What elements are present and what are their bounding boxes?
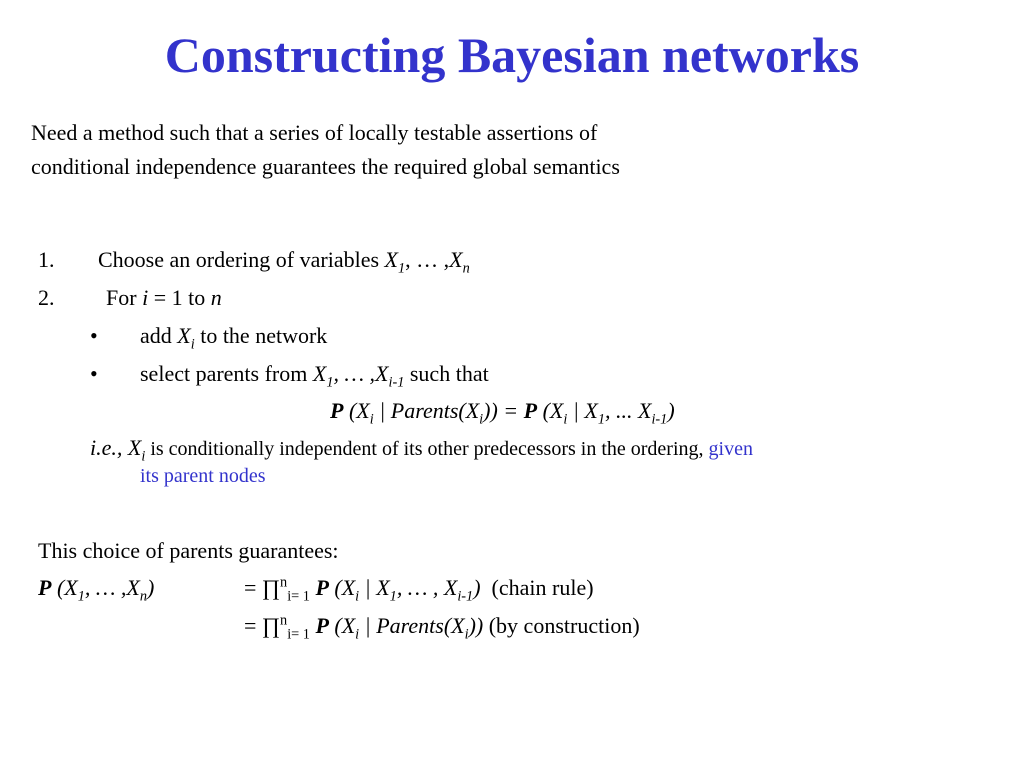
bullet-2-tail: such that <box>404 361 489 386</box>
ie-highlight-1: given <box>708 438 753 460</box>
step-2-text: For i = 1 to n <box>106 285 222 310</box>
ie-highlight-2: its parent nodes <box>140 465 266 487</box>
page-title: Constructing Bayesian networks <box>164 27 860 83</box>
intro-line-2: conditional independence guarantees the required global semantics <box>31 154 620 179</box>
step-2-number: 2. <box>38 285 55 310</box>
ie-text: is conditionally independent of its other predecessors in the ordering, <box>145 438 709 460</box>
eq-parents: Parents(X <box>390 398 480 423</box>
construction-rhs: = ∏$^n_{i= 1}$ P ($X_i$ | $Parents(X_i)$) (by construction) <box>244 612 640 643</box>
parent-equation: P ($X_i$ | $Parents(X_i)) = P$ ($X_i$ | $X_1$, ... $X_{i-1}$) <box>330 398 675 428</box>
bullet-2-marker: • <box>90 361 98 386</box>
bullet-1-tail: to the network <box>194 323 328 348</box>
bullet-1-marker: • <box>90 323 98 348</box>
construction-label: (by construction) <box>488 613 640 638</box>
bullet-2-text: select parents from $X_1$, … $,X_{i-1}$ such that <box>140 361 489 391</box>
step-1-label: Choose an ordering of variables <box>98 247 385 272</box>
eq-P1: P <box>330 398 344 423</box>
joint-lhs: P ($X_1$, … $,X_n$) <box>38 575 155 605</box>
eq-equals: ) = <box>490 398 524 423</box>
step-1-number: 1. <box>38 247 55 272</box>
guarantees-heading: This choice of parents guarantees: <box>38 538 339 563</box>
bullet-1-label: add <box>140 323 178 348</box>
step-2-label: For <box>106 285 143 310</box>
bullet-1-text: add $X_i$ to the network <box>140 323 328 353</box>
ie-prefix: i.e., <box>90 435 128 460</box>
step-1-text: Choose an ordering of variables $X_1$, … $,X_n$ <box>98 247 470 277</box>
eq-P2: P <box>523 398 538 423</box>
step-2-mid: = 1 to <box>148 285 211 310</box>
chain-rule-rhs: = ∏$^n_{i= 1}$ P ($X_i$ | $X_1$, … , $X_{i-1}$) (chain rule) <box>244 574 594 605</box>
chain-rule-label: (chain rule) <box>491 575 594 600</box>
intro-line-1: Need a method such that a series of locally testable assertions of <box>31 120 598 145</box>
ie-line: i.e., $X_i$ is conditionally independent of its other predecessors in the ordering, given <box>90 435 753 465</box>
bullet-2-label: select parents from <box>140 361 313 386</box>
